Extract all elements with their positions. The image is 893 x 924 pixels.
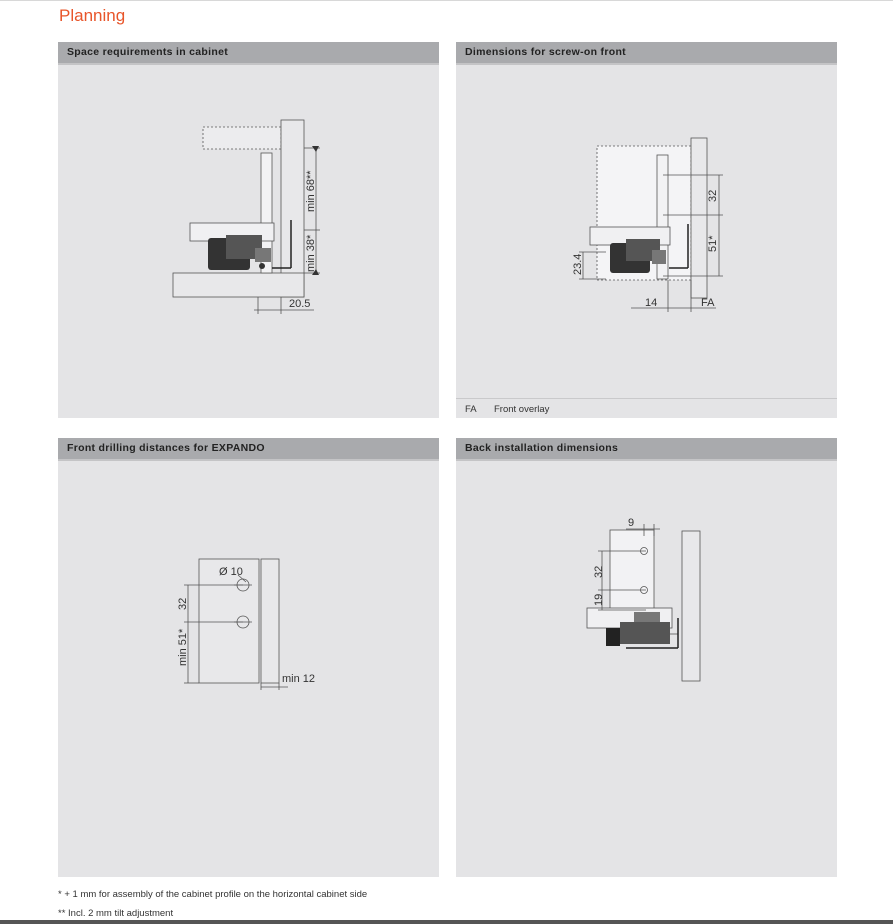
dim-51: 51*: [707, 235, 719, 252]
panel-header-screw: Dimensions for screw-on front: [456, 42, 837, 65]
panel-header-back: Back installation dimensions: [456, 438, 837, 461]
bottom-bar: [0, 920, 893, 924]
dim-fa: FA: [701, 297, 715, 309]
dim-32: 32: [593, 565, 605, 578]
legend-row: [456, 398, 837, 419]
dim-min-51: min 51*: [177, 628, 189, 666]
screw-on-front-diagram: [456, 42, 837, 398]
footnote-assembly: * + 1 mm for assembly of the cabinet profile on the horizontal cabinet side: [58, 889, 368, 900]
dim-20-5: 20.5: [289, 298, 311, 310]
dim-14: 14: [645, 297, 658, 309]
space-requirements-diagram: [58, 42, 439, 418]
dim-32: 32: [177, 597, 189, 610]
back-installation-diagram: [456, 438, 837, 877]
dim-diameter-10: Ø 10: [219, 566, 243, 578]
footnote-tilt: ** Incl. 2 mm tilt adjustment: [58, 908, 174, 919]
panel-back-installation: [456, 438, 837, 877]
dim-9: 9: [628, 517, 635, 529]
dim-min-68: min 68**: [305, 170, 317, 212]
legend-desc: Front overlay: [494, 404, 550, 415]
panel-header-drill: Front drilling distances for EXPANDO: [58, 438, 439, 461]
page-title: Planning: [59, 6, 126, 25]
dim-19: 19: [593, 593, 605, 606]
panel-front-drilling: [58, 438, 439, 877]
dim-min-38: min 38*: [305, 234, 317, 272]
dim-min-12: min 12: [282, 673, 316, 685]
legend-key: FA: [465, 404, 477, 415]
panel-space-requirements: [58, 42, 439, 418]
panel-header-space: Space requirements in cabinet: [58, 42, 439, 65]
top-rule: [0, 0, 893, 1]
dim-23-4: 23.4: [572, 253, 584, 275]
dim-32: 32: [707, 189, 719, 202]
panel-screw-on-front: [456, 42, 837, 418]
front-drilling-diagram: [58, 438, 439, 877]
